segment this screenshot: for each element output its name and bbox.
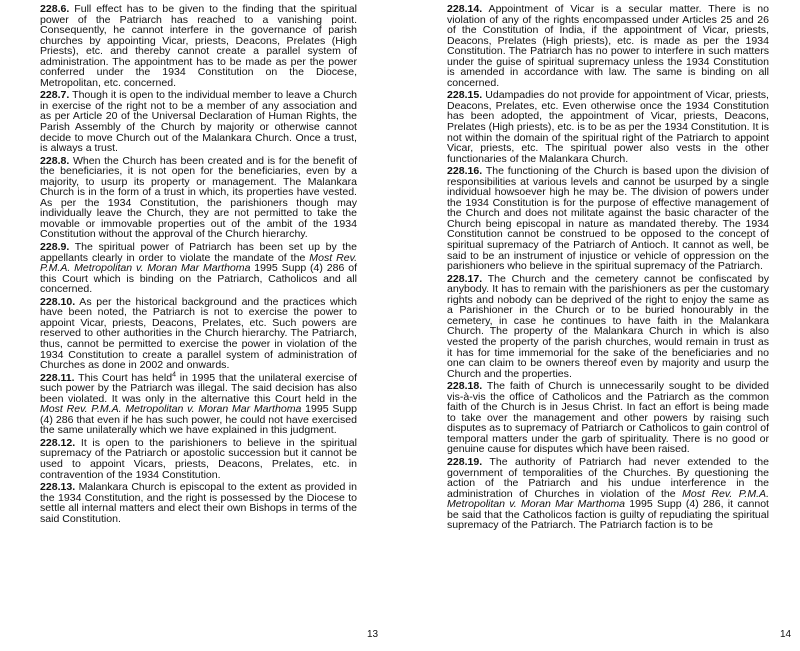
paragraph-text: Malankara Church is episcopal to the extent as provided in the 1934 Constitution, and the right is possessed by the Diocese to settle all internal matters and elect their own Bishops in terms of the said Constitution. (40, 481, 357, 525)
paragraph-number: 228.12. (40, 436, 76, 449)
page-number: 14 (780, 629, 792, 640)
paragraph-number: 228.18. (447, 380, 483, 393)
paragraph (40, 482, 357, 524)
paragraph (40, 297, 357, 371)
footnote-marker: 4 (172, 371, 176, 379)
paragraph-text: The faith of Church is unnecessarily sought to be divided vis-à-vis the office of Catholicos and the Patriarch as the common faith of the Church is in Jesus Christ. In fact an effort is being made to take over the management and other powers by raising such disputes as to supremacy of Patriarch or Catholicos to gain control of temporal matters under the garb of spirituality. There is no good or genuine cause for disputes which have been raised. (447, 380, 769, 456)
paragraph-number: 228.14. (447, 3, 483, 15)
paragraph-number: 228.10. (40, 295, 76, 308)
paragraph-number: 228.11. (40, 371, 75, 384)
paragraph (447, 4, 769, 88)
paragraph-number: 228.19. (447, 455, 483, 468)
paragraph (40, 242, 357, 295)
paragraph-number: 228.6. (40, 3, 70, 15)
case-citation: Most Rev. P.M.A. Metropolitan v. Moran Mar Marthoma (40, 403, 302, 416)
paragraph (40, 4, 357, 88)
paragraph (40, 90, 357, 153)
paragraph (447, 381, 769, 455)
paragraph-number: 228.15. (447, 89, 483, 102)
paragraph-number: 228.7. (40, 89, 70, 102)
case-citation: Most Rev. P.M.A. Metropolitan v. Moran Mar Marthoma (40, 251, 357, 275)
paragraph (40, 156, 357, 240)
case-citation: Most Rev. P.M.A. Metropolitan v. Moran Mar Marthoma (447, 487, 769, 511)
paragraph (40, 373, 357, 436)
paragraph (447, 166, 769, 271)
paragraph-text: The Church and the cemetery cannot be confiscated by anybody. It has to remain with the parishioners as per the customary rights and nobody can be deprived of the right to enjoy the same as a Parishioner in the Church or to be buried honourably in the cemetery, in case he continues to have faith in the Malankara Church. The property of the Malankara Church in which is also vested the property of the parish churches, would remain in trust as it has for time immemorial for the sake of the beneficiaries and no one can claim to be owners thereof even by majority and usurp the Church and the properties. (447, 272, 769, 380)
paragraph-text: Udampadies do not provide for appointment of Vicar, priests, Deacons, Prelates, etc. Even otherwise once the 1934 Constitution has been adopted, the appointment of Vicar, priests, Deacons, Prelates (High priests), etc. is to be as per the 1934 Constitution. It is not within the domain of the spiritual right of the Patriarch to appoint Vicar, priests, etc. The spiritual power also vests in the other functionaries of the Malankara Church. (447, 89, 769, 165)
paragraph (40, 438, 357, 480)
paragraph-text: The spiritual power of Patriarch has been set up by the appellants clearly in order to violate the mandate of the (40, 241, 357, 264)
paragraph (447, 274, 769, 379)
paragraph-text: 1995 Supp (4) 286, it cannot be said that the Catholicos faction is guilty of repudiating the spiritual supremacy of the Patriarch. The Patriarch faction is to be (447, 498, 769, 532)
paragraph-text: As per the historical background and the practices which have been noted, the Patriarch is not to exercise the power to appoint Vicar, priests, Deacons, Prelates, etc. Such powers are reserved to other authorities in the Church hierarchy. The Patriarch, thus, cannot be permitted to exercise the power in violation of the 1934 Constitution to create a parallel system of administration of Churches as done in 2002 and onwards. (40, 295, 357, 372)
left-text-column (40, 4, 357, 526)
paragraph-text: in 1995 that the unilateral exercise of such power by the Patriarch was illegal. The said decision has also been violated. It was only in the alternative this Court held in the (40, 371, 357, 405)
paragraph-text: Full effect has to be given to the finding that the spiritual power of the Patriarch has reached to a vanishing point. Consequently, he cannot interfere in the governance of parish churches by appointing Vicar, priests, Deacons, Prelates (High Priests), etc. and thereby cannot create a parallel system of administration. The appointment has to be made as per the power conferred under the 1934 Constitution on the Diocese, Metropolitan, etc. concerned. (40, 3, 357, 89)
paragraph-number: 228.8. (40, 154, 70, 167)
paragraph-text: The authority of Patriarch had never extended to the government of temporalities of the Churches. By questioning the action of the Patriarch and his undue interference in the administration of Churches in violation of the (447, 455, 769, 500)
paragraph-number: 228.9. (40, 241, 70, 254)
paragraph (447, 457, 769, 531)
page-number: 13 (367, 629, 379, 640)
paragraph-text: 1995 Supp (4) 286 of this Court which is binding on the Patriarch, Catholicos and all concerned. (40, 262, 357, 296)
paragraph-text: This Court has held (78, 371, 173, 384)
paragraph-text: 1995 Supp (4) 286 that even if he has such power, he could not have exercised the same unilaterally which we have explained in this judgment. (40, 403, 357, 437)
paragraph-number: 228.16. (447, 165, 483, 178)
paragraph-text: Though it is open to the individual member to leave a Church in exercise of the right not to be a member of any association and as per Article 20 of the Universal Declaration of Human Rights, the Parish Assembly of the Church by majority or otherwise cannot decide to move Church out of the Malankara Church. Once a trust, is always a trust. (40, 89, 357, 155)
paragraph-number: 228.17. (447, 272, 483, 285)
paragraph (447, 90, 769, 164)
paragraph-text: It is open to the parishioners to believe in the spiritual supremacy of the Patriarch or apostolic succession but it cannot be used to appoint Vicars, priests, Deacons, Prelates, etc. in contravention of the 1934 Constitution. (40, 436, 357, 481)
paragraph-number: 228.13. (40, 481, 76, 494)
paragraph-text: Appointment of Vicar is a secular matter. There is no violation of any of the rights encompassed under Articles 25 and 26 of the Constitution of India, if the appointment of Vicar, priests, Deacons, Prelates (High priests), etc. is made as per the 1934 Constitution. The Patriarch has no power to interfere in such matters under the guise of spiritual supremacy unless the 1934 Constitution is amended in accordance with law. The same is binding on all concerned. (447, 3, 769, 89)
right-text-column (447, 4, 769, 533)
paragraph-text: When the Church has been created and is for the benefit of the beneficiaries, it is not open for the beneficiaries, even by a majority, to usurp its property or management. The Malankara Church is in the form of a trust in which, its properties have vested. As per the 1934 Constitution, the parishioners though may individually leave the Church, they are not permitted to take the movable or immovable properties out of the ambit of the 1934 Constitution without the approval of the Church hierarchy. (40, 154, 357, 241)
paragraph-text: The functioning of the Church is based upon the division of responsibilities at various levels and cannot be usurped by a single individual howsoever high he may be. The division of powers under the 1934 Constitution is for the purpose of effective management of the Church and does not militate against the basic character of the Church being episcopal in nature as mandated thereby. The 1934 Constitution cannot be construed to be opposed to the concept of spiritual supremacy of the Patriarch of Antioch. It cannot as well, be said to be an instrument of injustice or vehicle of oppression on the parishioners who believe in the spiritual supremacy of the Patriarch. (447, 165, 769, 273)
